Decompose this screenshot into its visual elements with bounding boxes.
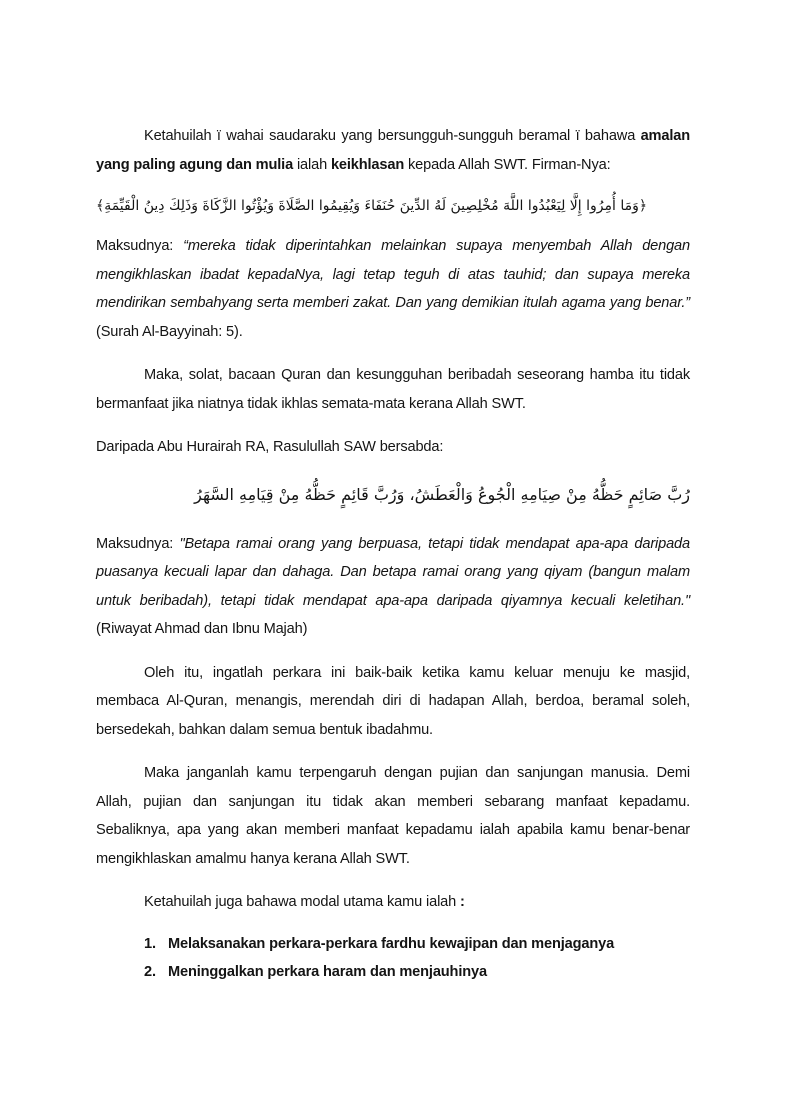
main-capital-paragraph bbox=[96, 888, 690, 917]
hadith-reference: (Riwayat Ahmad dan Ibnu Majah) bbox=[96, 621, 308, 637]
intro-bold-amalan: amalan yang paling agung dan mulia bbox=[96, 128, 690, 173]
verse-translation-paragraph bbox=[96, 232, 690, 346]
inline-mark-2: ï bbox=[575, 128, 580, 144]
list-item-number: 2. bbox=[144, 963, 156, 980]
list-item-number: 1. bbox=[144, 935, 156, 952]
hadith-intro-paragraph: Daripada Abu Hurairah RA, Rasulullah SAW bersabda: bbox=[96, 439, 444, 455]
list-item-text: Melaksanakan perkara-perkara fardhu kewajipan dan menjaganya bbox=[168, 935, 615, 952]
document-page bbox=[96, 122, 690, 986]
verse-translation-label: Maksudnya: bbox=[96, 238, 184, 254]
hadith-translation-paragraph bbox=[96, 530, 690, 644]
intro-text-b: wahai saudaraku yang bersungguh-sungguh beramal bbox=[220, 128, 576, 144]
intro-bold-keikhlasan: keikhlasan bbox=[330, 156, 405, 173]
worship-intention-paragraph: Maka, solat, bacaan Quran dan kesungguhan beribadah seseorang hamba itu tidak bermanfaat jika niatnya tidak ikhlas semata-mata kerana Allah SWT. bbox=[96, 367, 690, 412]
intro-text-d: ialah bbox=[293, 156, 331, 173]
capital-list bbox=[96, 930, 690, 986]
praise-paragraph: Maka janganlah kamu terpengaruh dengan pujian dan sanjungan manusia. Demi Allah, pujian dan sanjungan itu tidak akan memberi sebarang manfaat kepadamu. Sebaliknya, apa yang akan memberi manfaat kepadamu ialah apabila kamu benar-benar mengikhlaskan amalmu hanya kerana Allah SWT. bbox=[96, 765, 690, 867]
inline-mark-1: ï bbox=[216, 128, 221, 144]
intro-text-a: Ketahuilah bbox=[144, 128, 217, 144]
list-item-text: Meninggalkan perkara haram dan menjauhinya bbox=[168, 963, 487, 980]
main-capital-text: Ketahuilah juga bahawa modal utama kamu ialah bbox=[144, 894, 460, 910]
intro-paragraph bbox=[96, 122, 690, 179]
hadith-translation-quote: "Betapa ramai orang yang berpuasa, tetapi tidak mendapat apa-apa daripada puasanya kecuali lapar dan dahaga. Dan betapa ramai orang yang qiyam (bangun malam untuk beribadah), tetapi tidak mendapat apa-apa daripada qiyamnya kecuali keletihan." bbox=[96, 535, 690, 609]
intro-text-e: kepada Allah SWT. Firman-Nya: bbox=[404, 156, 611, 173]
hadith-translation-label: Maksudnya: bbox=[96, 535, 180, 552]
remember-paragraph: Oleh itu, ingatlah perkara ini baik-baik ketika kamu keluar menuju ke masjid, membaca Al-Quran, menangis, merendah diri di hadapan Allah, berdoa, beramal soleh, bersedekah, bahkan dalam semua bentuk ibadahmu. bbox=[96, 664, 690, 738]
quran-verse-arabic: ﴿وَمَا أُمِرُوا إِلَّا لِيَعْبُدُوا اللَّهَ مُخْلِصِينَ لَهُ الدِّينَ حُنَفَاءَ وَيُقِيمُوا الصَّلَاةَ وَيُؤْتُوا الزَّكَاةَ وَذَلِكَ دِينُ الْقَيِّمَةِ﴾ bbox=[96, 198, 648, 214]
list-item bbox=[144, 930, 690, 958]
verse-translation-quote: “mereka tidak diperintahkan melainkan supaya menyembah Allah dengan mengikhlaskan ibadat kepadaNya, lagi tetap teguh di atas tauhid; dan supaya mereka mendirikan sembahyang serta memberi zakat. Dan yang demikian itulah agama yang benar.” bbox=[96, 238, 690, 311]
verse-reference: (Surah Al-Bayyinah: 5). bbox=[96, 323, 243, 340]
main-capital-colon: : bbox=[460, 894, 465, 910]
hadith-arabic: رُبَّ صَائِمٍ حَظُّهُ مِنْ صِيَامِهِ الْجُوعُ وَالْعَطَشُ، وَرُبَّ قَائِمٍ حَظُّهُ مِنْ قِيَامِهِ السَّهَرُ bbox=[194, 484, 690, 504]
list-item bbox=[144, 958, 690, 986]
intro-text-c: bahawa bbox=[579, 128, 641, 144]
